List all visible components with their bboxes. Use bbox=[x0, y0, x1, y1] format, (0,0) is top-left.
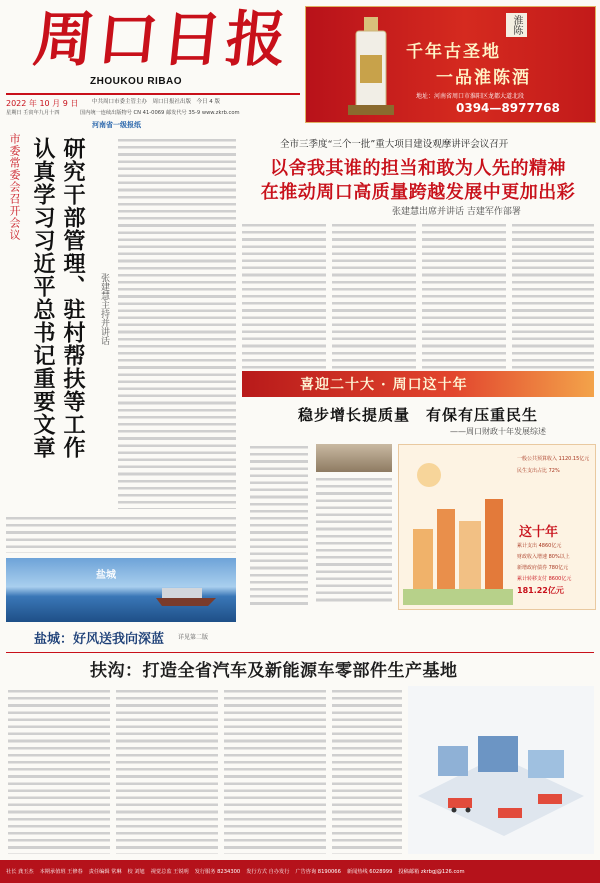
feature-body-col-2 bbox=[116, 688, 218, 854]
infographic-total: 181.22亿元 bbox=[517, 586, 564, 595]
left-story-headline-2: 认真学习习近平总书记重要文章 bbox=[30, 137, 56, 459]
photo-story-badge: 盐城 bbox=[96, 570, 116, 581]
date-line: 2022 年 10 月 9 日 bbox=[6, 99, 79, 108]
section-tag: 河南省一级报纸 bbox=[92, 121, 141, 129]
photo-story-headline: 盐城：好风送我向深蓝 bbox=[34, 632, 165, 647]
lead-headline-1: 以舍我其谁的担当和敢为人先的精神 bbox=[270, 158, 566, 179]
infographic-total: 累计转移支付 8600亿元 bbox=[517, 576, 572, 582]
ad-phone: 0394—8977768 bbox=[456, 101, 560, 115]
footer-item: 发行方式 自办发行 bbox=[246, 869, 290, 875]
left-story-body-bottom bbox=[6, 515, 236, 553]
lead-body-col-3 bbox=[422, 222, 506, 372]
feature-body-col-1 bbox=[8, 688, 110, 854]
ad-address: 地址：河南省周口市淮阳区龙都大道北段 bbox=[416, 93, 525, 100]
footer-item: 新闻热线 6028999 bbox=[346, 869, 393, 875]
left-story-byline: 张建慧主持并讲话 bbox=[99, 273, 109, 345]
lead-body-col-4 bbox=[512, 222, 594, 372]
footer-item: 社长 龚玉杰 bbox=[6, 869, 34, 875]
footer-item: 本期承值班 王修春 bbox=[39, 869, 83, 875]
infographic bbox=[398, 444, 596, 610]
footer-item: 发行服务 8234300 bbox=[194, 869, 241, 875]
ship-icon bbox=[156, 582, 216, 606]
lead-story bbox=[242, 136, 594, 366]
weekday-line: 星期日 壬寅年九月十四 bbox=[6, 110, 60, 116]
feature-rule bbox=[6, 652, 594, 653]
bottle-label: 淮陈 bbox=[506, 13, 527, 37]
feature-body-col-3 bbox=[224, 688, 326, 854]
banner-sub: ——周口财政十年发展综述 bbox=[450, 427, 546, 436]
ad-slogan-1: 千年古圣地 bbox=[406, 42, 501, 62]
photo-story-see-page: 详见第二版 bbox=[178, 634, 209, 641]
photo-story-image bbox=[6, 558, 236, 622]
lead-body-col-1 bbox=[242, 222, 326, 372]
footer-item: 校 刘旭 bbox=[127, 869, 145, 875]
infographic-item: 一般公共预算收入 1120.15亿元 bbox=[517, 456, 590, 462]
ad-slogan-2: 一品淮陈酒 bbox=[436, 68, 531, 88]
factory-illustration bbox=[408, 686, 594, 854]
lead-body-col-2 bbox=[332, 222, 416, 372]
infographic-item: 民生支出占比 72% bbox=[517, 468, 560, 474]
footer-bar bbox=[0, 860, 600, 883]
banner-headline: 稳步增长提质量 有保有压重民生 bbox=[297, 406, 538, 424]
fiscal-body-col-2 bbox=[316, 476, 392, 606]
lead-headline-2: 在推动周口高质量跨越发展中更加出彩 bbox=[260, 182, 576, 203]
infographic-title: 这十年 bbox=[519, 525, 559, 540]
left-story-body bbox=[118, 137, 236, 509]
feature-headline: 扶沟：打造全省汽车及新能源车零部件生产基地 bbox=[90, 661, 458, 681]
infographic-item: 累计支出 4860亿元 bbox=[517, 543, 562, 549]
fiscal-body-col-1 bbox=[250, 444, 308, 606]
banner-text: 喜迎二十大 · 周口这十年 bbox=[300, 377, 468, 393]
infographic-item: 新增政府债券 780亿元 bbox=[517, 565, 569, 571]
left-story-headline-1: 研究干部管理、驻村帮扶等工作 bbox=[60, 137, 86, 459]
masthead-rule bbox=[6, 93, 300, 95]
infographic-item: 财政收入增速 80%以上 bbox=[517, 554, 570, 560]
fiscal-photo bbox=[316, 444, 392, 472]
issn-line: 国内统一连续出版物号 CN 41-0069 邮发代号 35-9 www.zkrb.com bbox=[80, 110, 240, 116]
lead-byline: 张建慧出席并讲话 吉建军作部署 bbox=[392, 207, 521, 217]
feature-body-col-4 bbox=[332, 688, 402, 854]
issue-date bbox=[6, 98, 78, 109]
footer-item: 投稿邮箱 zkrbgj@126.com bbox=[398, 869, 465, 875]
infographic-items bbox=[517, 453, 591, 477]
masthead-title: 周口日报 bbox=[30, 5, 294, 75]
left-story-kicker: 市委常委会召开会议 bbox=[8, 133, 21, 241]
footer-item: 责任编辑 常琳 bbox=[88, 869, 122, 875]
banner-strip bbox=[242, 371, 594, 397]
ad-banner bbox=[305, 6, 596, 123]
masthead-pinyin: ZHOUKOU RIBAO bbox=[90, 76, 183, 87]
meta-line: 中共周口市委主管主办 周口日报社出版 今日 4 版 bbox=[92, 99, 220, 105]
city-illustration bbox=[403, 449, 513, 605]
footer-item: 视觉总监 王锐明 bbox=[150, 869, 189, 875]
footer-item: 广告咨询 8190066 bbox=[295, 869, 341, 875]
wine-bottle-image bbox=[342, 17, 400, 117]
infographic-items-2 bbox=[517, 541, 591, 596]
left-story bbox=[4, 133, 116, 513]
lead-kicker: 全市三季度“三个一批”重大项目建设观摩讲评会议召开 bbox=[280, 139, 509, 150]
